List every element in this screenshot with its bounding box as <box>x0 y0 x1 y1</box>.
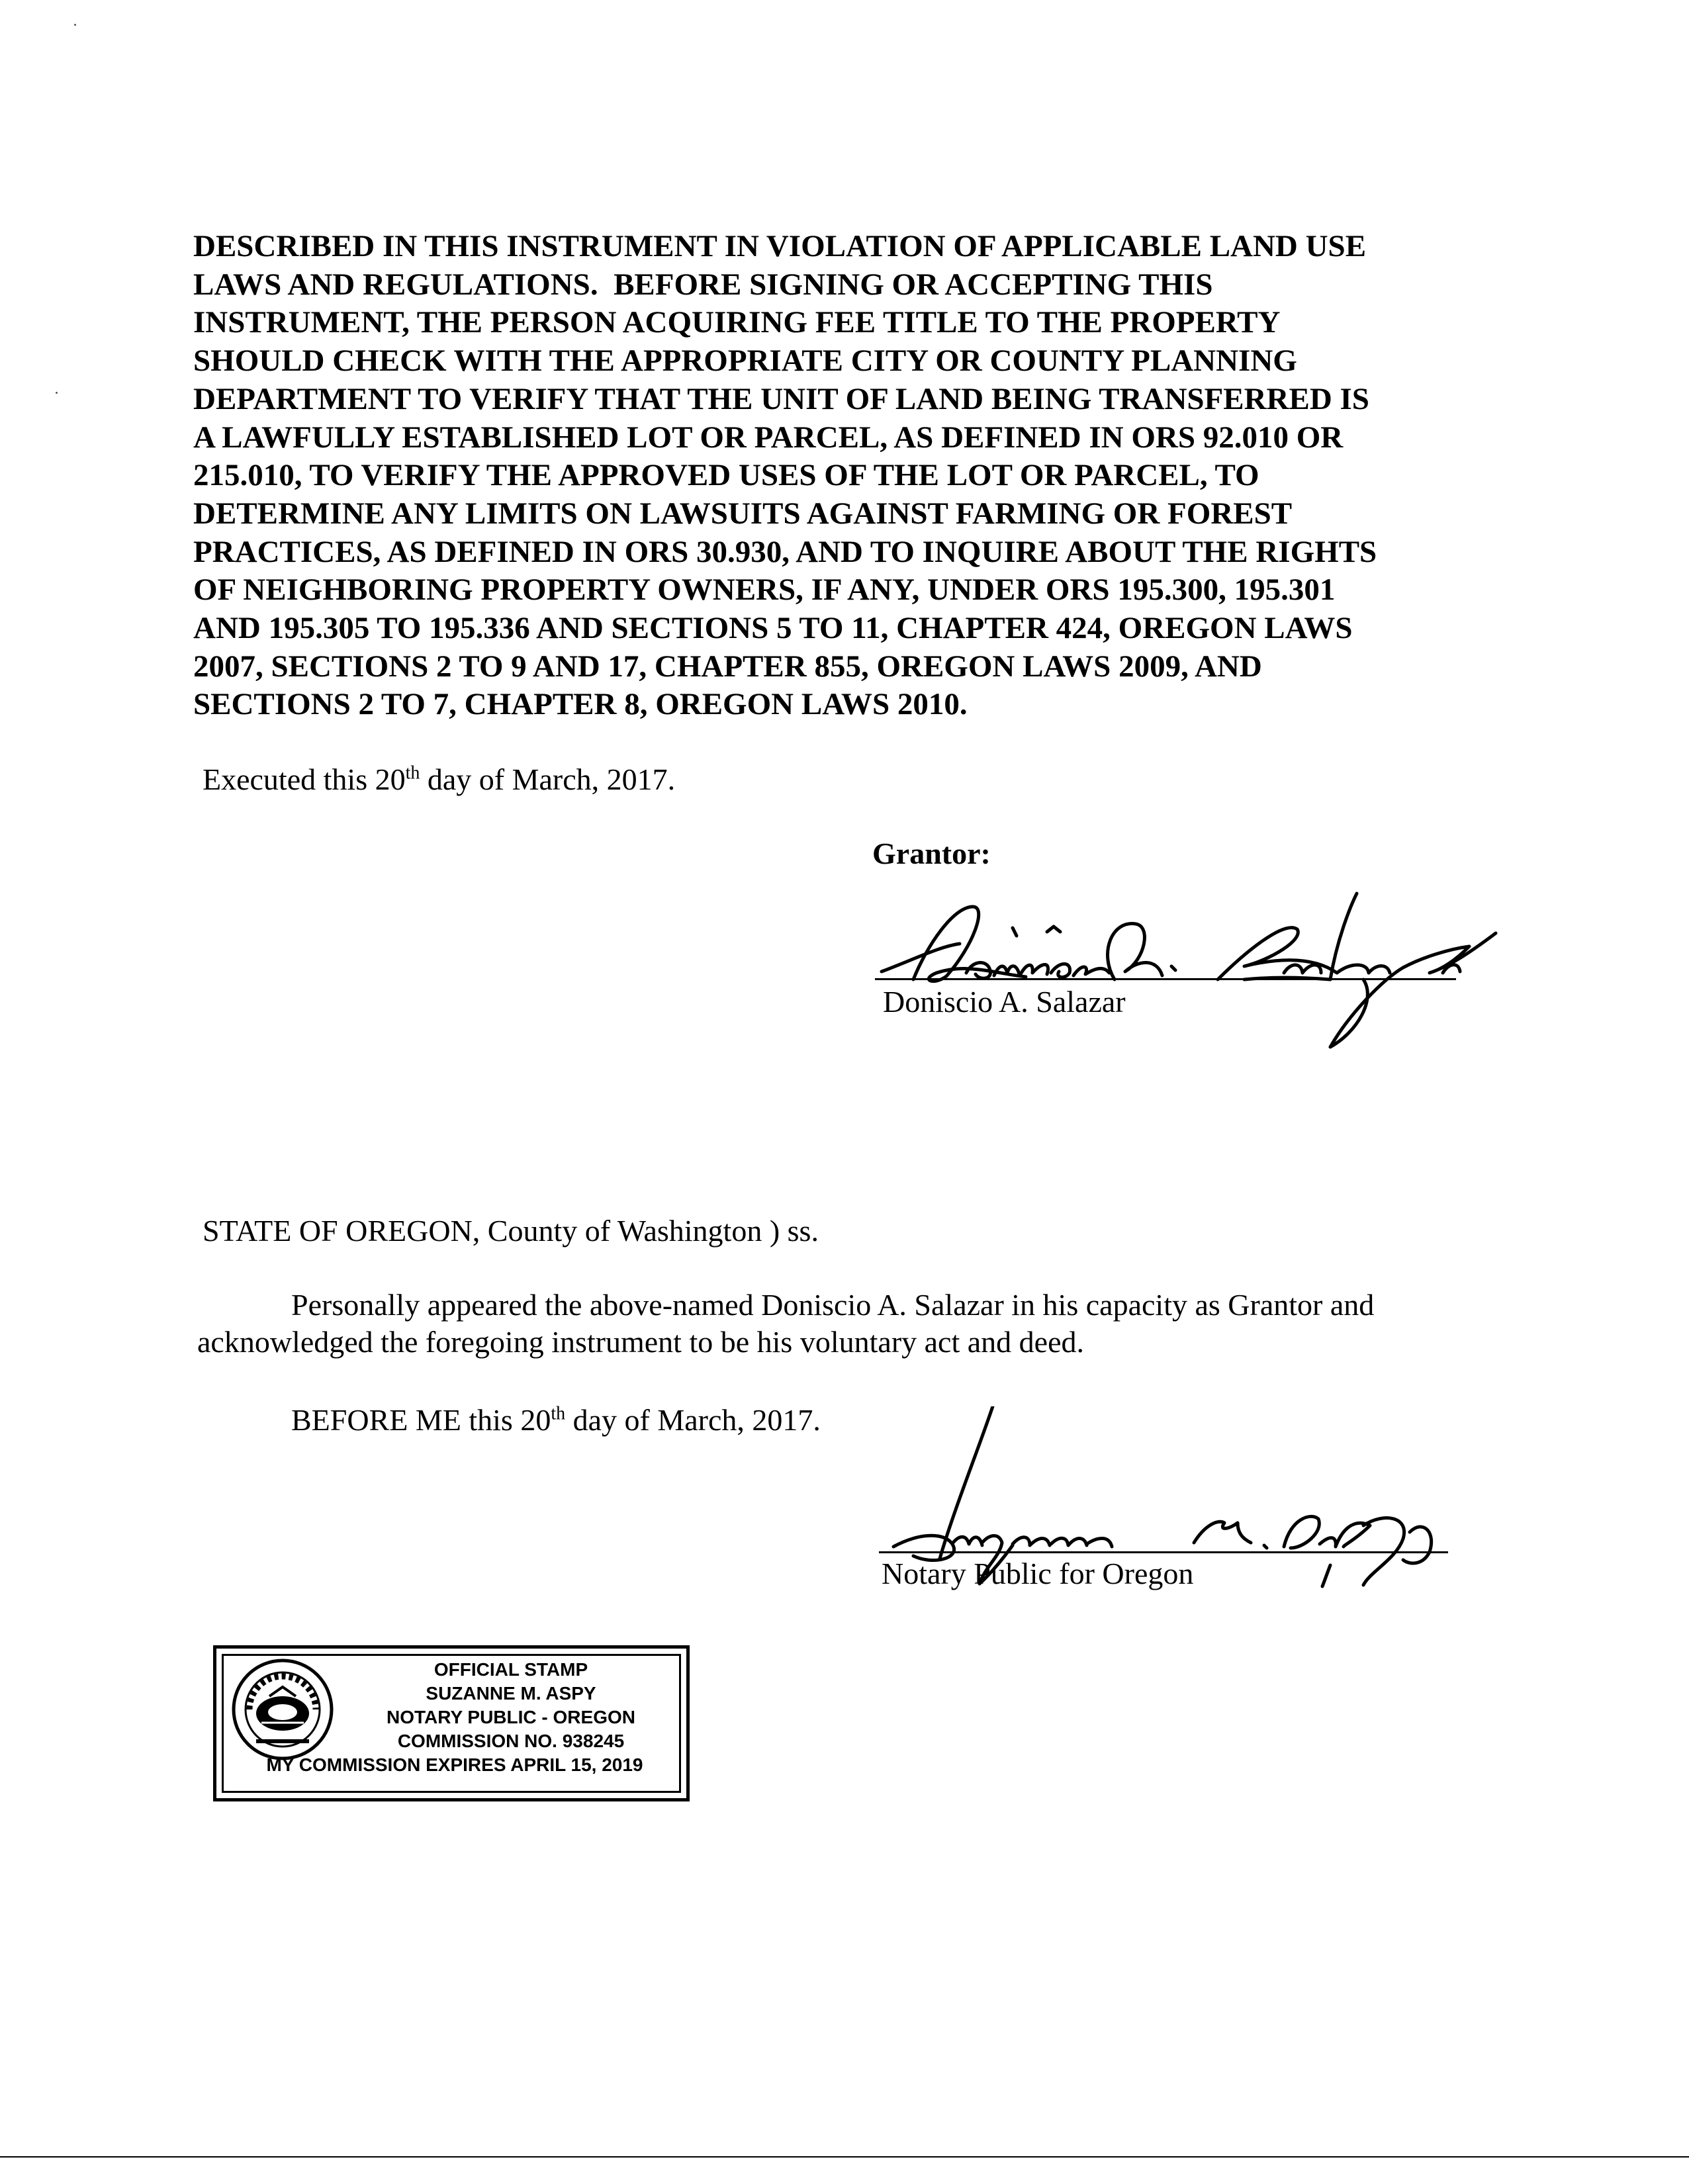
warning-line: DESCRIBED IN THIS INSTRUMENT IN VIOLATION OF APPLICABLE LAND USE <box>193 229 1367 263</box>
scan-speck <box>56 392 58 394</box>
page-bottom-rule <box>0 2156 1689 2158</box>
warning-line: 2007, SECTIONS 2 TO 9 AND 17, CHAPTER 855, OREGON LAWS 2009, AND <box>193 649 1262 684</box>
land-use-warning-paragraph <box>193 228 1517 724</box>
warning-line: 215.010, TO VERIFY THE APPROVED USES OF THE LOT OR PARCEL, TO <box>193 458 1259 493</box>
warning-line: SECTIONS 2 TO 7, CHAPTER 8, OREGON LAWS 2010. <box>193 687 968 722</box>
execution-date-suffix: day of March, 2017. <box>420 762 676 796</box>
stamp-notary-name: SUZANNE M. ASPY <box>426 1683 596 1704</box>
stamp-title: OFFICIAL STAMP <box>434 1659 588 1680</box>
execution-date <box>203 761 675 798</box>
notary-signature-line <box>879 1551 1448 1553</box>
grantor-signature-drawing <box>874 880 1522 1059</box>
official-notary-stamp <box>213 1645 690 1801</box>
grantor-signature <box>874 880 1522 1062</box>
stamp-commission-number: COMMISSION NO. 938245 <box>397 1731 625 1751</box>
grantor-signature-line <box>875 978 1456 980</box>
stamp-notary-title: NOTARY PUBLIC - OREGON <box>387 1707 635 1727</box>
notary-title: Notary Public for Oregon <box>882 1557 1194 1590</box>
warning-line: DETERMINE ANY LIMITS ON LAWSUITS AGAINST FARMING OR FOREST <box>193 496 1293 531</box>
scan-speck <box>74 24 76 26</box>
notarization-date-suffix: day of March, 2017. <box>565 1403 821 1437</box>
stamp-text-block <box>222 1658 688 1777</box>
execution-date-ordinal: th <box>405 762 420 784</box>
warning-line: LAWS AND REGULATIONS. BEFORE SIGNING OR ACCEPTING THIS <box>193 267 1213 302</box>
warning-line: INSTRUMENT, THE PERSON ACQUIRING FEE TITLE TO THE PROPERTY <box>193 305 1281 340</box>
warning-line: PRACTICES, AS DEFINED IN ORS 30.930, AND TO INQUIRE ABOUT THE RIGHTS <box>193 534 1377 569</box>
acknowledgment-text-line: acknowledged the foregoing instrument to be his voluntary act and deed. <box>197 1325 1084 1359</box>
venue-line: STATE OF OREGON, County of Washington ) ss. <box>203 1214 819 1248</box>
notarization-date <box>291 1402 821 1439</box>
notarization-date-prefix: BEFORE ME this 20 <box>291 1403 551 1437</box>
warning-line: SHOULD CHECK WITH THE APPROPRIATE CITY OR COUNTY PLANNING <box>193 343 1297 379</box>
warning-line: AND 195.305 TO 195.336 AND SECTIONS 5 TO 11, CHAPTER 424, OREGON LAWS <box>193 611 1353 646</box>
grantor-label: Grantor: <box>872 837 991 870</box>
stamp-commission-expiry: MY COMMISSION EXPIRES APRIL 15, 2019 <box>266 1754 643 1775</box>
execution-date-prefix: Executed this 20 <box>203 762 406 796</box>
warning-line: DEPARTMENT TO VERIFY THAT THE UNIT OF LAND BEING TRANSFERRED IS <box>193 381 1369 416</box>
warning-line: A LAWFULLY ESTABLISHED LOT OR PARCEL, AS DEFINED IN ORS 92.010 OR <box>193 420 1344 455</box>
warning-line: OF NEIGHBORING PROPERTY OWNERS, IF ANY, UNDER ORS 195.300, 195.301 <box>193 572 1336 608</box>
notarization-date-ordinal: th <box>551 1403 566 1424</box>
grantor-name: Doniscio A. Salazar <box>883 985 1126 1019</box>
acknowledgment-text-line: Personally appeared the above-named Doniscio A. Salazar in his capacity as Grantor and <box>291 1288 1375 1322</box>
